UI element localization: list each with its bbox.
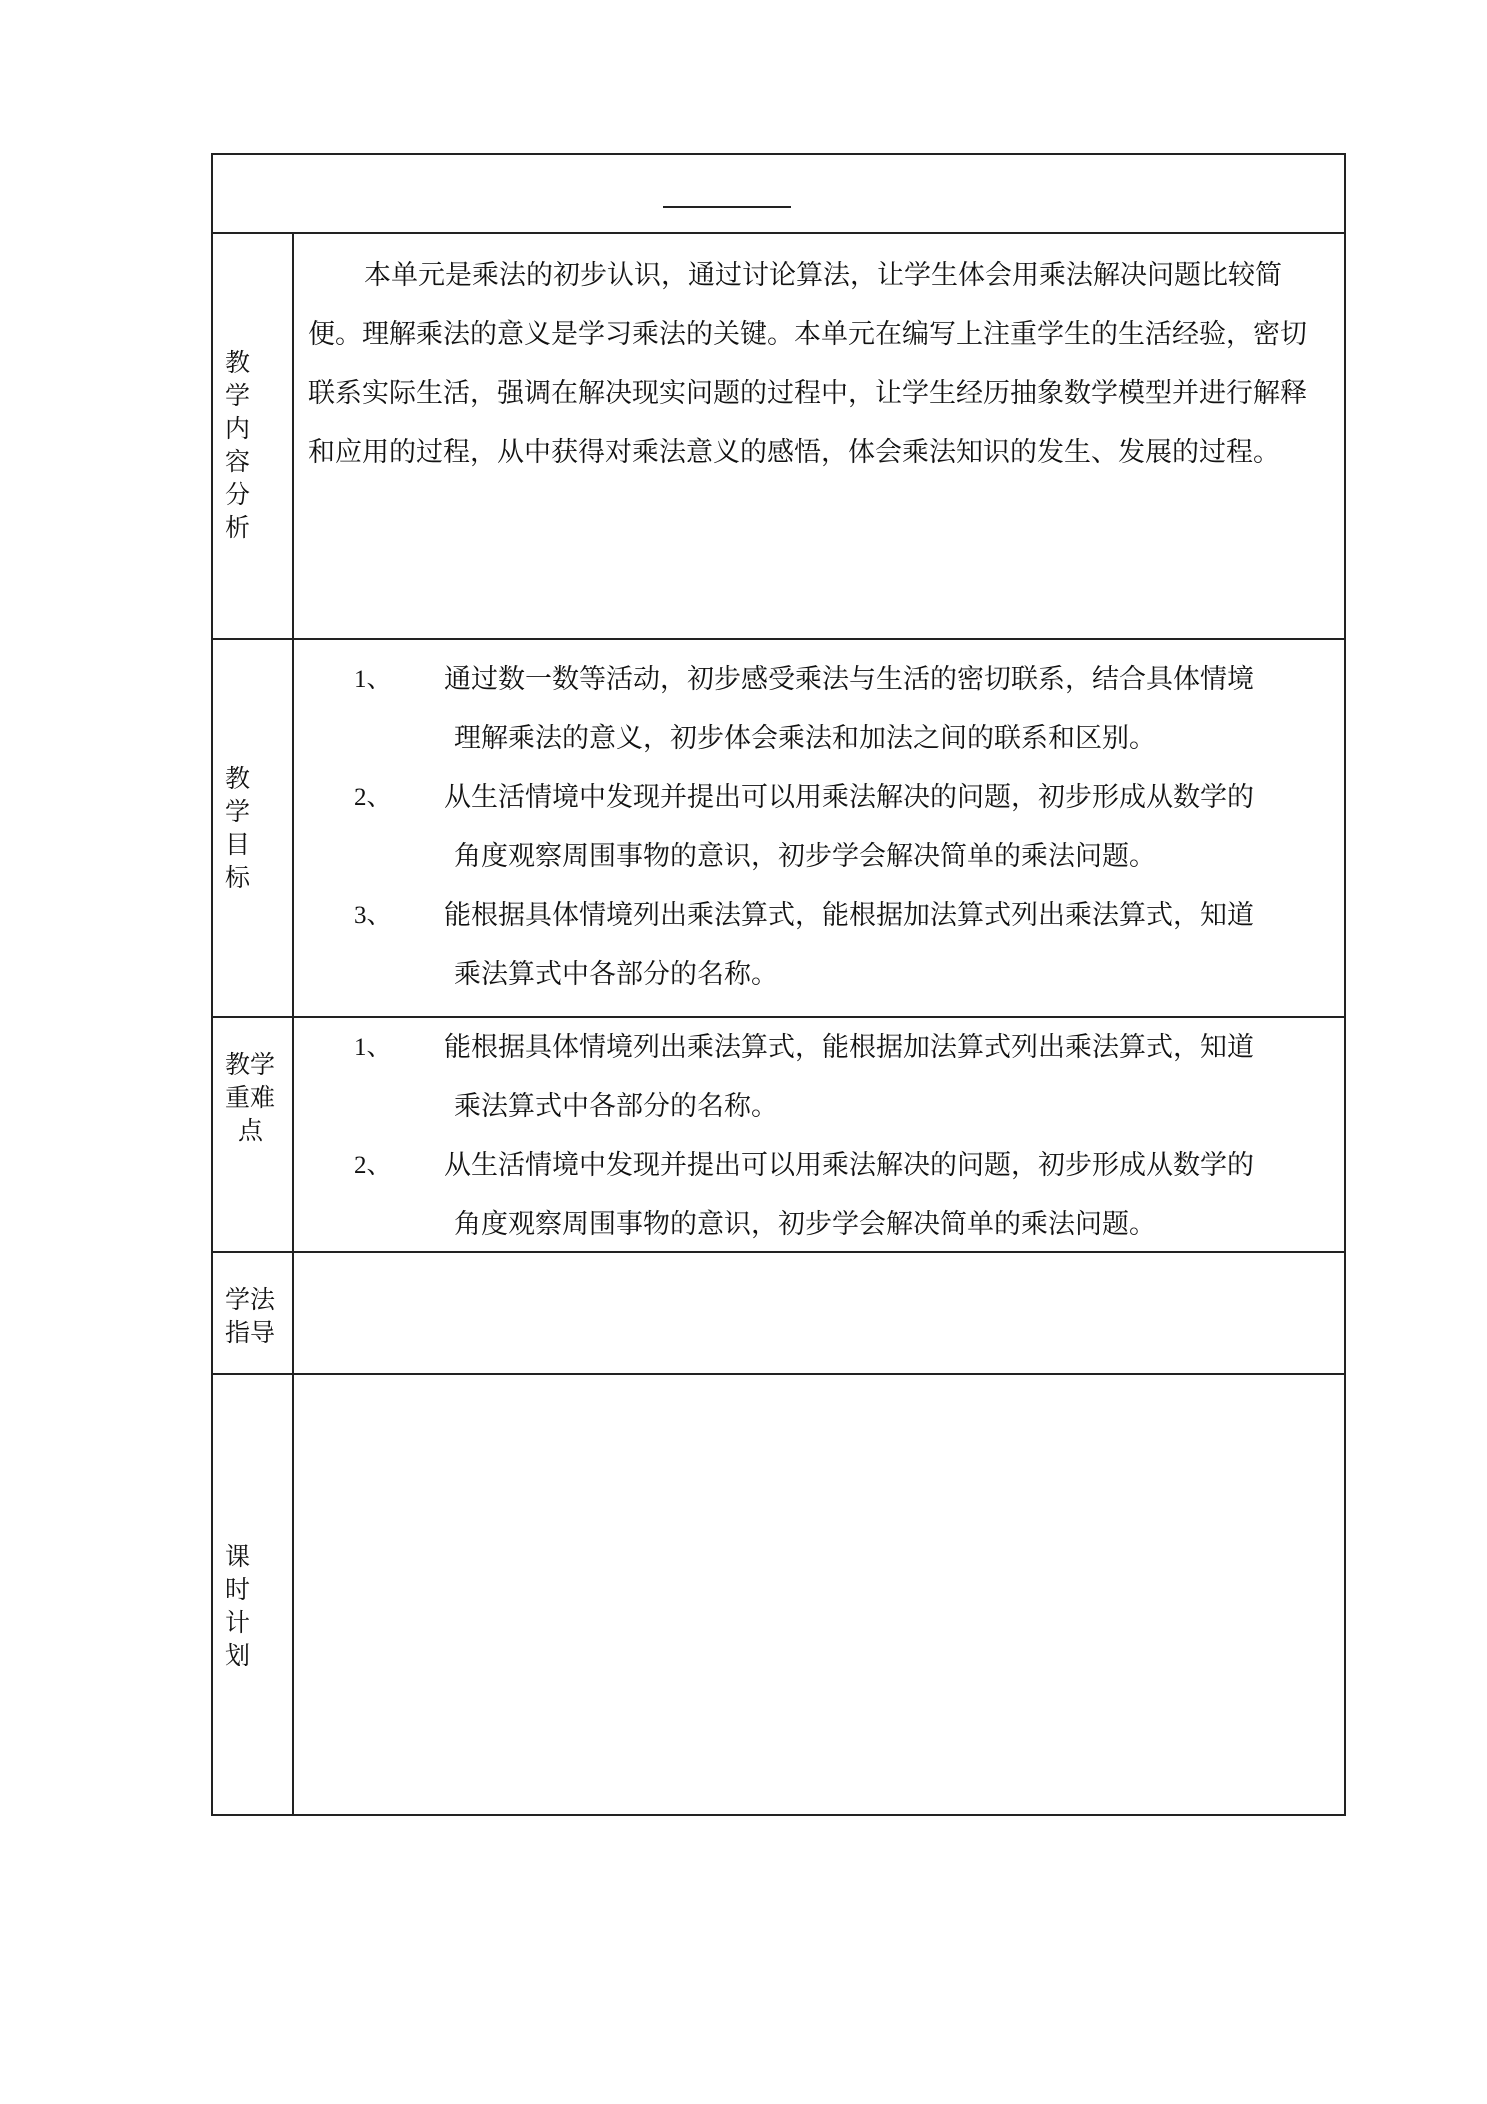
label-char: 分 <box>225 480 251 509</box>
study-guide-text <box>294 1253 1344 1265</box>
item-number: 2、 <box>354 1152 392 1179</box>
item-number: 1、 <box>354 1034 392 1061</box>
label-text: 重难 <box>225 1083 276 1112</box>
label-char: 目 <box>225 830 251 859</box>
item-text-continued: 角度观察周围事物的意识，初步学会解决简单的乘法问题。 <box>454 841 1156 872</box>
lesson-plan-cell <box>294 1375 1344 1387</box>
unit-plan-table <box>211 153 1346 1816</box>
lesson-plan-row <box>213 1375 1344 1816</box>
label-char: 计 <box>225 1608 251 1637</box>
label-char: 析 <box>225 513 251 542</box>
label-char: 内 <box>225 414 251 443</box>
item-text-continued: 理解乘法的意义，初步体会乘法和加法之间的联系和区别。 <box>454 723 1156 754</box>
item-text-continued: 角度观察周围事物的意识，初步学会解决简单的乘法问题。 <box>454 1209 1156 1240</box>
content-analysis-row <box>213 234 1344 639</box>
objectives-label <box>213 762 292 894</box>
key-difficult-label <box>213 1048 292 1147</box>
key-point-item <box>294 1136 1344 1254</box>
item-number: 2、 <box>354 784 392 811</box>
label-char: 划 <box>225 1641 251 1670</box>
objective-item <box>294 886 1344 1004</box>
content-analysis-text: 本单元是乘法的初步认识，通过讨论算法，让学生体会用乘法解决问题比较简便。理解乘法的意义是学习乘法的关键。本单元在编写上注重学生的生活经验，密切联系实际生活，强调在解决现实问题的过程中，让学生经历抽象数学模型并进行解释和应用的过程，从中获得对乘法意义的感悟，体会乘法知识的发生、发展的过程。 <box>308 260 1307 468</box>
item-text-continued: 乘法算式中各部分的名称。 <box>454 1091 778 1122</box>
item-number: 1、 <box>354 666 392 693</box>
key-difficult-cell <box>294 1018 1344 1254</box>
label-char: 时 <box>225 1575 251 1604</box>
objectives-cell <box>294 650 1344 1004</box>
label-text: 指导 <box>225 1318 276 1347</box>
study-guide-row <box>213 1253 1344 1373</box>
label-char: 容 <box>225 447 251 476</box>
label-char: 学 <box>225 797 251 826</box>
objectives-row <box>213 640 1344 1016</box>
item-text: 从生活情境中发现并提出可以用乘法解决的问题，初步形成从数学的 <box>444 1150 1254 1181</box>
item-text-continued: 乘法算式中各部分的名称。 <box>454 959 778 990</box>
item-number: 3、 <box>354 902 392 929</box>
label-text: 教学 <box>225 1050 276 1079</box>
item-text: 从生活情境中发现并提出可以用乘法解决的问题，初步形成从数学的 <box>444 782 1254 813</box>
item-text: 能根据具体情境列出乘法算式，能根据加法算式列出乘法算式，知道 <box>444 900 1254 931</box>
study-guide-label <box>213 1283 292 1349</box>
header-blank-line <box>663 206 791 208</box>
key-difficult-row <box>213 1018 1344 1251</box>
item-text: 能根据具体情境列出乘法算式，能根据加法算式列出乘法算式，知道 <box>444 1032 1254 1063</box>
label-char: 教 <box>225 764 251 793</box>
label-char: 课 <box>225 1542 251 1571</box>
objective-item <box>294 768 1344 886</box>
label-char: 学 <box>225 381 251 410</box>
label-char: 教 <box>225 348 251 377</box>
label-char: 标 <box>225 863 251 892</box>
item-text: 通过数一数等活动，初步感受乘法与生活的密切联系，结合具体情境 <box>444 664 1254 695</box>
table-header-row <box>213 155 1344 234</box>
lesson-plan-text <box>294 1375 1344 1387</box>
label-text: 学法 <box>225 1285 276 1314</box>
content-analysis-cell <box>294 234 1344 482</box>
label-text: 点 <box>238 1116 264 1145</box>
objective-item <box>294 650 1344 768</box>
content-analysis-label <box>213 346 292 544</box>
study-guide-cell <box>294 1253 1344 1265</box>
key-point-item <box>294 1018 1344 1136</box>
lesson-plan-label <box>213 1540 292 1672</box>
